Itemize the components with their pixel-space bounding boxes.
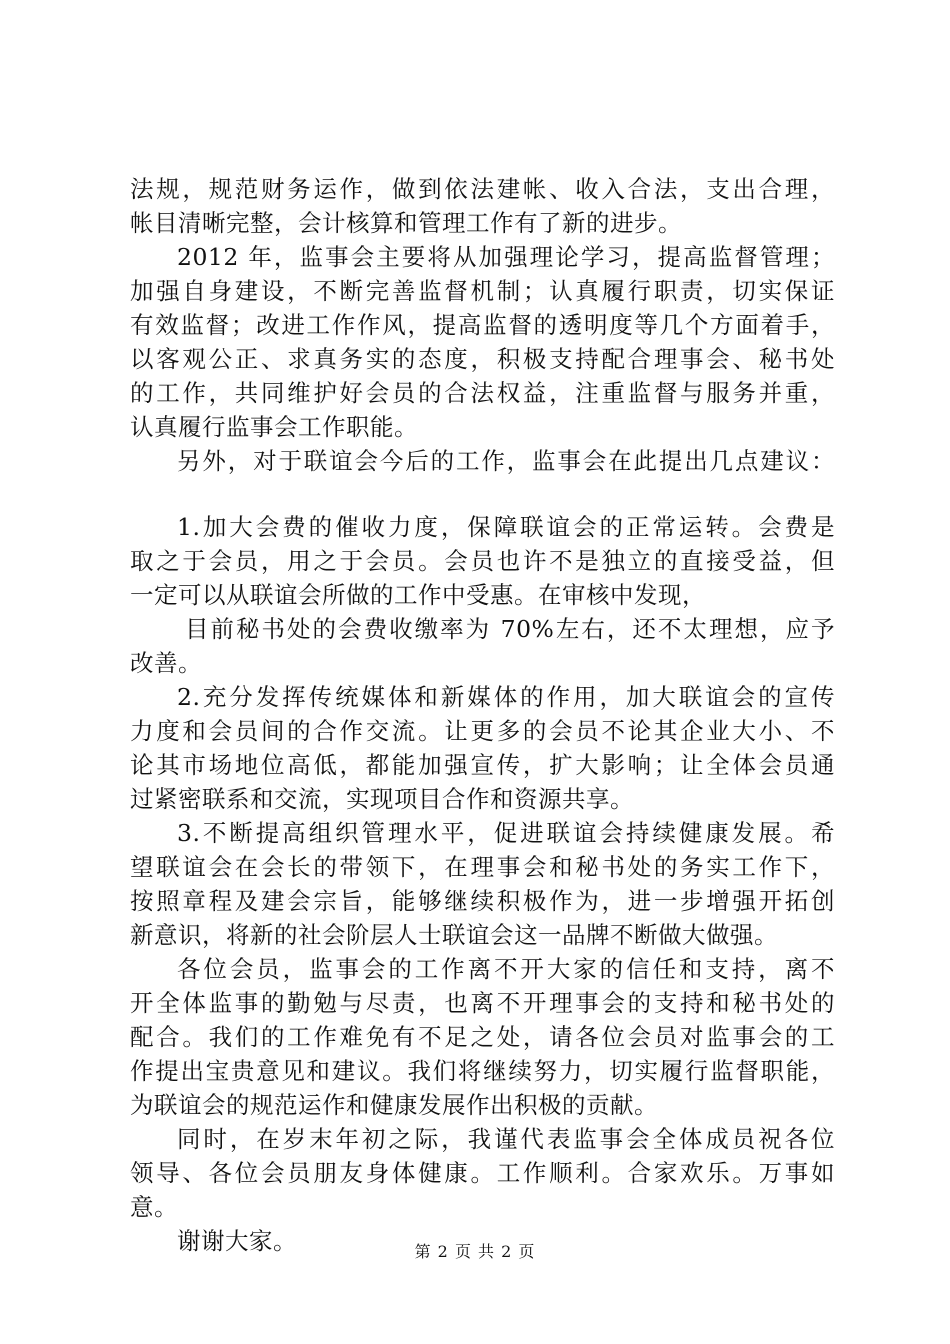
paragraph-line: 一定可以从联谊会所做的工作中受惠。在审核中发现， (130, 581, 706, 609)
document-body (130, 172, 835, 1258)
paragraph-line: 开全体监事的勤勉与尽责，也离不开理事会的支持和秘书处的 (130, 989, 835, 1017)
paragraph-line: 为联谊会的规范运作和健康发展作出积极的贡献。 (130, 1091, 658, 1119)
paragraph-line: 2.充分发挥传统媒体和新媒体的作用，加大联谊会的宣传 (177, 683, 835, 711)
paragraph-line: 1.加大会费的催收力度，保障联谊会的正常运转。会费是 (177, 513, 835, 541)
paragraph-line: 望联谊会在会长的带领下，在理事会和秘书处的务实工作下， (130, 853, 835, 881)
paragraph-line: 的工作，共同维护好会员的合法权益，注重监督与服务并重， (130, 379, 835, 407)
paragraph-line: 同时，在岁末年初之际，我谨代表监事会全体成员祝各位 (177, 1125, 835, 1153)
paragraph-line: 论其市场地位高低，都能加强宣传，扩大影响；让全体会员通 (130, 751, 835, 779)
paragraph-line: 取之于会员，用之于会员。会员也许不是独立的直接受益，但 (130, 547, 835, 575)
paragraph-line: 按照章程及建会宗旨，能够继续积极作为，进一步增强开拓创 (130, 887, 835, 915)
paragraph-line: 有效监督；改进工作作风，提高监督的透明度等几个方面着手， (130, 311, 835, 339)
paragraph-line: 新意识，将新的社会阶层人士联谊会这一品牌不断做大做强。 (130, 921, 778, 949)
paragraph-line: 以客观公正、求真务实的态度，积极支持配合理事会、秘书处 (130, 345, 835, 373)
paragraph-line: 力度和会员间的合作交流。让更多的会员不论其企业大小、不 (130, 717, 835, 745)
paragraph-line: 帐目清晰完整，会计核算和管理工作有了新的进步。 (130, 209, 682, 237)
paragraph-line: 领导、各位会员朋友身体健康。工作顺利。合家欢乐。万事如 (130, 1159, 835, 1187)
paragraph-line: 认真履行监事会工作职能。 (130, 413, 418, 441)
paragraph-line: 意。 (130, 1193, 178, 1221)
paragraph-line: 2012 年，监事会主要将从加强理论学习，提高监督管理； (177, 243, 835, 271)
paragraph-line: 法规，规范财务运作，做到依法建帐、收入合法，支出合理， (130, 175, 835, 203)
paragraph-line: 加强自身建设，不断完善监督机制；认真履行职责，切实保证 (130, 277, 835, 305)
paragraph-line: 过紧密联系和交流，实现项目合作和资源共享。 (130, 785, 634, 813)
paragraph-gap (130, 478, 835, 510)
paragraph-line: 作提出宝贵意见和建议。我们将继续努力，切实履行监督职能， (130, 1057, 835, 1085)
paragraph-line: 另外，对于联谊会今后的工作，监事会在此提出几点建议： (177, 447, 835, 475)
paragraph-line: 各位会员，监事会的工作离不开大家的信任和支持，离不 (177, 955, 835, 983)
paragraph-line: 改善。 (130, 649, 202, 677)
paragraph-line: 谢谢大家。 (177, 1227, 297, 1255)
paragraph-line: 3.不断提高组织管理水平，促进联谊会持续健康发展。希 (177, 819, 835, 847)
page-number-footer: 第 2 页 共 2 页 (414, 1242, 536, 1261)
paragraph-line: 配合。我们的工作难免有不足之处，请各位会员对监事会的工 (130, 1023, 835, 1051)
paragraph-line: 目前秘书处的会费收缴率为 70%左右，还不太理想，应予 (185, 615, 835, 643)
